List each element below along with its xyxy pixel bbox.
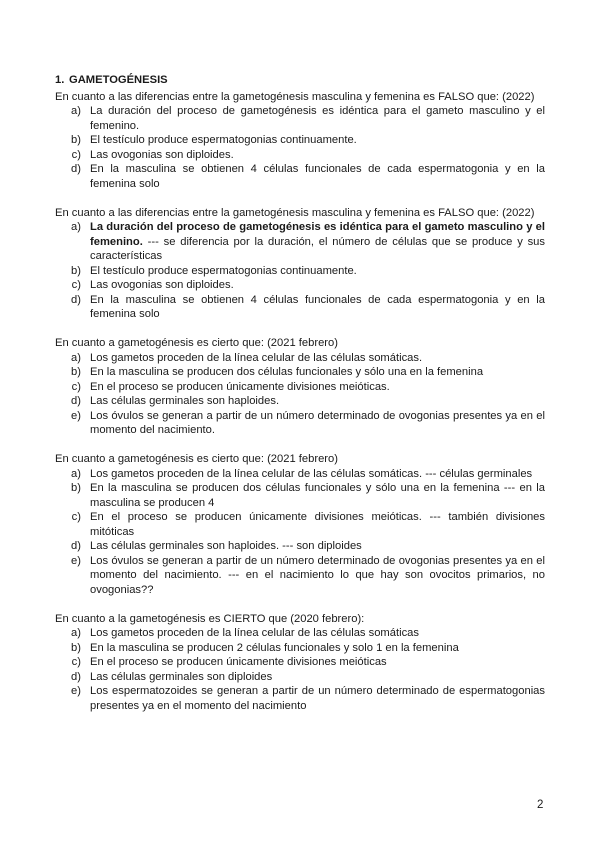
option-label: d)	[71, 670, 81, 683]
option-label: b)	[71, 134, 81, 146]
option-item	[55, 539, 545, 554]
question-stem: En cuanto a la gametogénesis es CIERTO que (2020 febrero):	[55, 612, 365, 625]
question-block	[55, 206, 545, 322]
option-plain-text: En el proceso se producen únicamente divisiones meióticas.	[90, 380, 390, 393]
option-item	[55, 104, 545, 133]
option-label: d)	[71, 163, 81, 175]
option-text	[90, 626, 545, 641]
option-label: c)	[71, 279, 81, 291]
option-item	[55, 641, 545, 656]
option-text	[90, 351, 545, 366]
page-number: 2	[537, 799, 544, 811]
option-text	[90, 539, 545, 554]
option-text	[90, 380, 545, 395]
option-text	[90, 394, 545, 409]
question-block	[55, 336, 545, 438]
option-plain-text: En el proceso se producen únicamente divisiones meióticas. --- también divisiones mitóticas	[90, 511, 545, 538]
option-text	[90, 409, 545, 438]
option-item	[55, 655, 545, 670]
option-text	[90, 148, 545, 163]
option-label: b)	[71, 482, 81, 494]
option-plain-text: En la masculina se producen dos células funcionales y sólo una en la femenina --- en la masculina se producen 4	[90, 482, 545, 509]
option-plain-text: En la masculina se obtienen 4 células funcionales de cada espermatogonia y en la femenina solo	[90, 163, 545, 190]
option-text	[90, 655, 545, 670]
option-list	[55, 626, 545, 713]
option-item	[55, 670, 545, 685]
option-list	[55, 467, 545, 598]
option-text	[90, 264, 545, 279]
option-text	[90, 481, 545, 510]
option-item	[55, 351, 545, 366]
option-item	[55, 409, 545, 438]
option-label: e)	[71, 409, 81, 422]
option-item	[55, 626, 545, 641]
option-plain-text: El testículo produce espermatogonias continuamente.	[90, 264, 357, 277]
option-item	[55, 148, 545, 163]
question-stem: En cuanto a las diferencias entre la gametogénesis masculina y femenina es FALSO que: (2022)	[55, 206, 535, 219]
option-plain-text: Las células germinales son haploides.	[90, 395, 280, 407]
option-label: b)	[71, 264, 81, 277]
option-plain-text: Los espermatozoides se generan a partir de un número determinado de espermatogonias presentes ya en el momento del nacimiento	[90, 685, 545, 712]
section-number: 1.	[55, 74, 65, 86]
option-label: c)	[71, 656, 81, 668]
option-label: d)	[71, 293, 81, 306]
option-plain-text: En la masculina se producen dos células funcionales y sólo una en la femenina	[90, 366, 484, 378]
option-label: c)	[71, 148, 81, 161]
option-plain-text: --- se diferencia por la duración, el número de células que se produce y sus características	[90, 235, 545, 262]
section-title: GAMETOGÉNESIS	[69, 74, 168, 86]
option-text	[90, 670, 545, 685]
option-plain-text: Las células germinales son haploides. --- son diploides	[90, 540, 362, 552]
option-item	[55, 264, 545, 279]
option-plain-text: En la masculina se obtienen 4 células funcionales de cada espermatogonia y en la femenina solo	[90, 293, 545, 320]
option-text	[90, 220, 545, 264]
question-stem: En cuanto a gametogénesis es cierto que: (2021 febrero)	[55, 453, 338, 465]
option-label: d)	[71, 395, 81, 407]
section-heading	[55, 73, 545, 88]
option-item	[55, 394, 545, 409]
option-text	[90, 293, 545, 322]
option-text	[90, 365, 545, 380]
question-block	[55, 612, 545, 714]
option-plain-text: La duración del proceso de gametogénesis es idéntica para el gameto masculino y el femenino.	[90, 105, 545, 132]
option-item	[55, 365, 545, 380]
option-item	[55, 467, 545, 482]
option-item	[55, 481, 545, 510]
option-plain-text: Los gametos proceden de la línea celular de las células somáticas	[90, 627, 419, 639]
option-text	[90, 467, 545, 482]
option-plain-text: Los óvulos se generan a partir de un número determinado de ovogonias presentes ya en el momento del nacimiento. --- en el nacimiento lo que hay son ovocitos primarios, no ovogonias??	[90, 554, 545, 596]
option-plain-text: El testículo produce espermatogonias continuamente.	[90, 134, 357, 146]
question-stem: En cuanto a gametogénesis es cierto que: (2021 febrero)	[55, 337, 338, 349]
option-label: a)	[71, 467, 81, 480]
option-plain-text: En el proceso se producen únicamente divisiones meióticas	[90, 656, 387, 668]
option-plain-text: Los gametos proceden de la línea celular de las células somáticas. --- células germinales	[90, 467, 533, 480]
option-label: c)	[71, 380, 81, 393]
option-plain-text: Las células germinales son diploides	[90, 670, 273, 683]
option-text	[90, 641, 545, 656]
option-plain-text: Las ovogonias son diploides.	[90, 148, 234, 161]
option-label: a)	[71, 105, 81, 117]
option-item	[55, 380, 545, 395]
option-plain-text: Los óvulos se generan a partir de un número determinado de ovogonias presentes ya en el momento del nacimiento.	[90, 409, 545, 436]
option-label: b)	[71, 366, 81, 378]
option-text	[90, 278, 545, 293]
option-label: b)	[71, 641, 81, 654]
option-item	[55, 220, 545, 264]
option-label: e)	[71, 554, 81, 567]
option-label: a)	[71, 627, 81, 639]
option-text	[90, 554, 545, 598]
option-list	[55, 351, 545, 438]
option-text	[90, 510, 545, 539]
option-plain-text: Las ovogonias son diploides.	[90, 279, 234, 291]
option-label: d)	[71, 540, 81, 552]
option-item	[55, 293, 545, 322]
option-bold-text: La duración del proceso de gametogénesis es idéntica para el gameto masculino y el femenino.	[90, 221, 545, 248]
question-stem: En cuanto a las diferencias entre la gametogénesis masculina y femenina es FALSO que: (2022)	[55, 90, 535, 103]
option-label: a)	[71, 221, 81, 233]
option-label: a)	[71, 351, 81, 364]
option-text	[90, 162, 545, 191]
question-list	[55, 90, 545, 714]
option-label: e)	[71, 685, 81, 697]
option-plain-text: Los gametos proceden de la línea celular de las células somáticas.	[90, 351, 423, 364]
option-item	[55, 510, 545, 539]
option-item	[55, 162, 545, 191]
question-block	[55, 452, 545, 597]
option-label: c)	[71, 511, 81, 523]
option-text	[90, 133, 545, 148]
option-text	[90, 104, 545, 133]
option-plain-text: En la masculina se producen 2 células funcionales y solo 1 en la femenina	[90, 641, 459, 654]
document-page	[55, 73, 545, 728]
option-text	[90, 684, 545, 713]
option-item	[55, 684, 545, 713]
option-list	[55, 220, 545, 322]
option-list	[55, 104, 545, 191]
option-item	[55, 133, 545, 148]
question-block	[55, 90, 545, 192]
option-item	[55, 278, 545, 293]
option-item	[55, 554, 545, 598]
